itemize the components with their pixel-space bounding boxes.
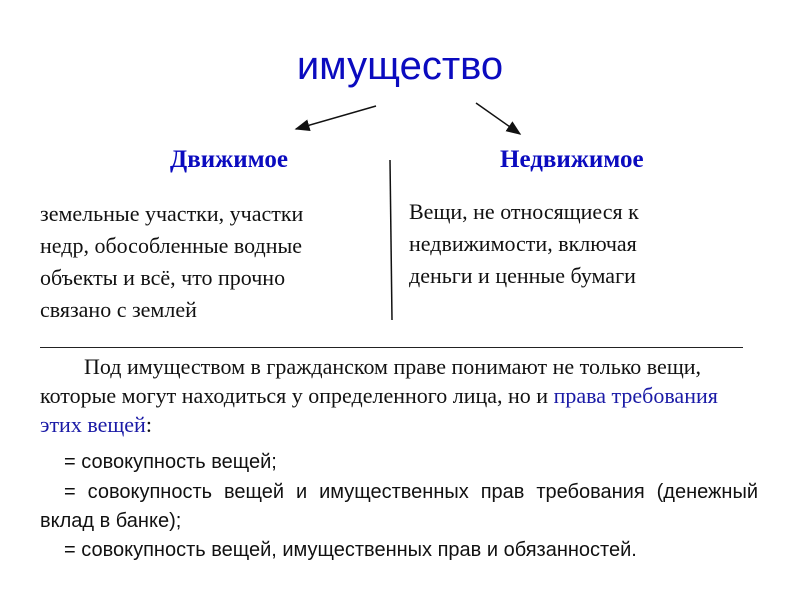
right-branch-heading: Недвижимое bbox=[500, 146, 644, 173]
horizontal-separator bbox=[40, 347, 743, 348]
left-line: связано с землей bbox=[40, 297, 197, 322]
arrow-left bbox=[296, 106, 376, 129]
left-line: объекты и всё, что прочно bbox=[40, 265, 286, 290]
definition-text: Под имуществом в гражданском праве понимают не только вещи, которые могут находиться у определенного лица, но и bbox=[40, 354, 702, 408]
left-line: земельные участки, участки bbox=[40, 201, 304, 226]
diagram-title: имущество bbox=[296, 44, 504, 88]
right-line: Вещи, не относящиеся к bbox=[409, 199, 639, 224]
divider-vertical-upper bbox=[390, 160, 392, 320]
right-line: деньги и ценные бумаги bbox=[409, 263, 636, 288]
left-branch-heading: Движимое bbox=[170, 146, 288, 173]
definition-item: = совокупность вещей; bbox=[64, 451, 277, 473]
left-branch-text bbox=[40, 198, 386, 326]
definition-colon: : bbox=[145, 412, 152, 437]
right-branch-text bbox=[409, 196, 759, 292]
right-line: недвижимости, включая bbox=[409, 231, 637, 256]
definition-item: = совокупность вещей и имущественных прав требования (денежный вклад в банке); bbox=[40, 481, 758, 532]
left-line: недр, обособленные водные bbox=[40, 233, 303, 258]
definition-paragraph bbox=[40, 352, 764, 439]
arrow-right bbox=[476, 103, 520, 134]
definition-item: = совокупность вещей, имущественных прав и обязанностей. bbox=[64, 539, 637, 561]
definition-highlight: права требования этих вещей bbox=[40, 383, 718, 437]
